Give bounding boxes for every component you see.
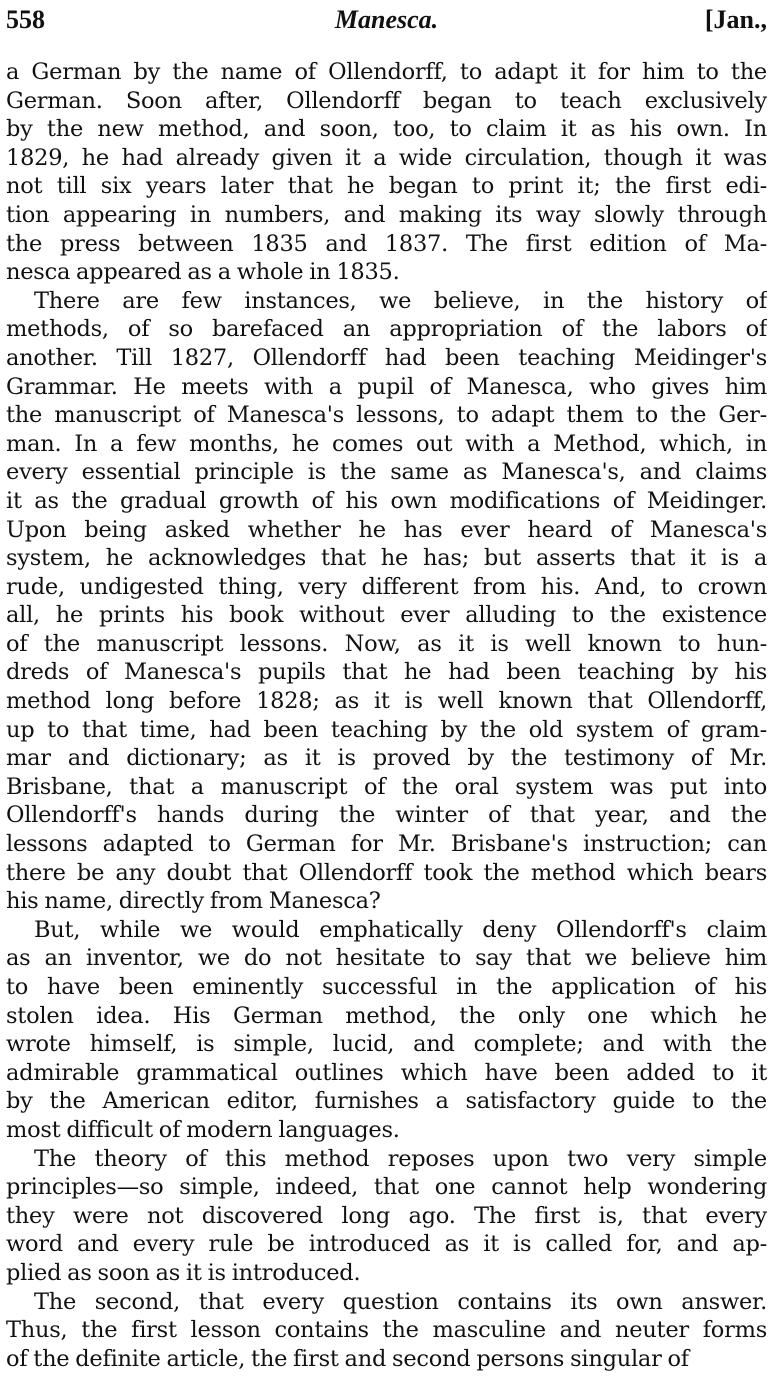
text-line: system, he acknowledges that he has; but asserts that it is a: [6, 545, 767, 572]
text-line: up to that time, had been teaching by the old system of gram-: [6, 716, 767, 743]
paragraph: [6, 287, 767, 916]
text-line: every essential principle is the same as Manesca's, and claims: [6, 459, 767, 486]
text-line: admirable grammatical outlines which have been added to it: [6, 1059, 767, 1086]
text-line: Thus, the first lesson contains the masculine and neuter forms: [6, 1317, 767, 1344]
text-line: another. Till 1827, Ollendorff had been teaching Meidinger's: [6, 344, 767, 371]
text-line: stolen idea. His German method, the only one which he: [6, 1002, 767, 1029]
text-line: dreds of Manesca's pupils that he had been teaching by his: [6, 659, 767, 686]
text-line: method long before 1828; as it is well known that Ollendorff,: [6, 688, 767, 715]
text-line: Ollendorff's hands during the winter of that year, and the: [6, 802, 767, 829]
running-title: Manesca.: [334, 5, 439, 34]
text-line: the manuscript of Manesca's lessons, to adapt them to the Ger-: [6, 402, 767, 429]
text-line: mar and dictionary; as it is proved by the testimony of Mr.: [6, 745, 767, 772]
issue-date-mark: [Jan.,: [704, 5, 767, 34]
text-line: it as the gradual growth of his own modifications of Meidinger.: [6, 487, 767, 514]
text-line: Grammar. He meets with a pupil of Manesca, who gives him: [6, 373, 767, 400]
text-line: they were not discovered long ago. The first is, that every: [6, 1202, 767, 1229]
text-line: The theory of this method reposes upon two very simple: [34, 1145, 767, 1172]
text-line: lessons adapted to German for Mr. Brisbane's instruction; can: [6, 831, 767, 858]
text-line: his name, directly from Manesca?: [6, 888, 381, 915]
text-line: Upon being asked whether he has ever heard of Manesca's: [6, 516, 767, 543]
text-line: there be any doubt that Ollendorff took the method which bears: [6, 859, 767, 886]
text-line: all, he prints his book without ever alluding to the existence: [6, 602, 767, 629]
text-line: But, while we would emphatically deny Ollendorff's claim: [34, 916, 767, 943]
paragraph: [6, 1145, 767, 1288]
text-line: There are few instances, we believe, in the history of: [34, 287, 767, 314]
text-line: methods, of so barefaced an appropriation of the labors of: [6, 316, 767, 343]
text-line: word and every rule be introduced as it is called for, and ap-: [6, 1231, 767, 1258]
text-line: by the American editor, furnishes a satisfactory guide to the: [6, 1088, 767, 1115]
text-line: rude, undigested thing, very different from his. And, to crown: [6, 573, 767, 600]
paragraph: [6, 1288, 767, 1374]
page-number: 558: [6, 5, 45, 34]
text-line: wrote himself, is simple, lucid, and complete; and with the: [6, 1031, 767, 1058]
text-line: a German by the name of Ollendorff, to adapt it for him to the: [6, 59, 767, 85]
text-line: man. In a few months, he comes out with a Method, which, in: [6, 430, 767, 457]
text-line: most difficult of modern languages.: [6, 1116, 400, 1143]
text-line: of the manuscript lessons. Now, as it is well known to hun-: [6, 630, 767, 657]
paragraph: [6, 58, 767, 287]
paragraph: [6, 916, 767, 1145]
page-header: [6, 4, 767, 36]
text-line: Brisbane, that a manuscript of the oral system was put into: [6, 773, 767, 800]
body-text: [6, 58, 767, 1373]
text-line: The second, that every question contains its own answer.: [34, 1288, 767, 1315]
text-line: of the definite article, the first and second persons singular of: [6, 1345, 689, 1372]
text-line: the press between 1835 and 1837. The first edition of Ma-: [6, 230, 767, 257]
text-line: tion appearing in numbers, and making its way slowly through: [6, 201, 767, 228]
text-line: by the new method, and soon, too, to claim it as his own. In: [6, 116, 767, 143]
text-line: plied as soon as it is introduced.: [6, 1259, 361, 1286]
text-line: German. Soon after, Ollendorff began to teach exclusively: [6, 87, 767, 114]
text-line: to have been eminently successful in the application of his: [6, 974, 767, 1000]
text-line: not till six years later that he began to print it; the first edi-: [6, 173, 767, 200]
text-line: nesca appeared as a whole in 1835.: [6, 259, 400, 286]
text-line: 1829, he had already given it a wide circulation, though it was: [6, 144, 767, 171]
text-line: as an inventor, we do not hesitate to say that we believe him: [6, 945, 767, 972]
text-line: principles—so simple, indeed, that one cannot help wondering: [6, 1174, 767, 1201]
